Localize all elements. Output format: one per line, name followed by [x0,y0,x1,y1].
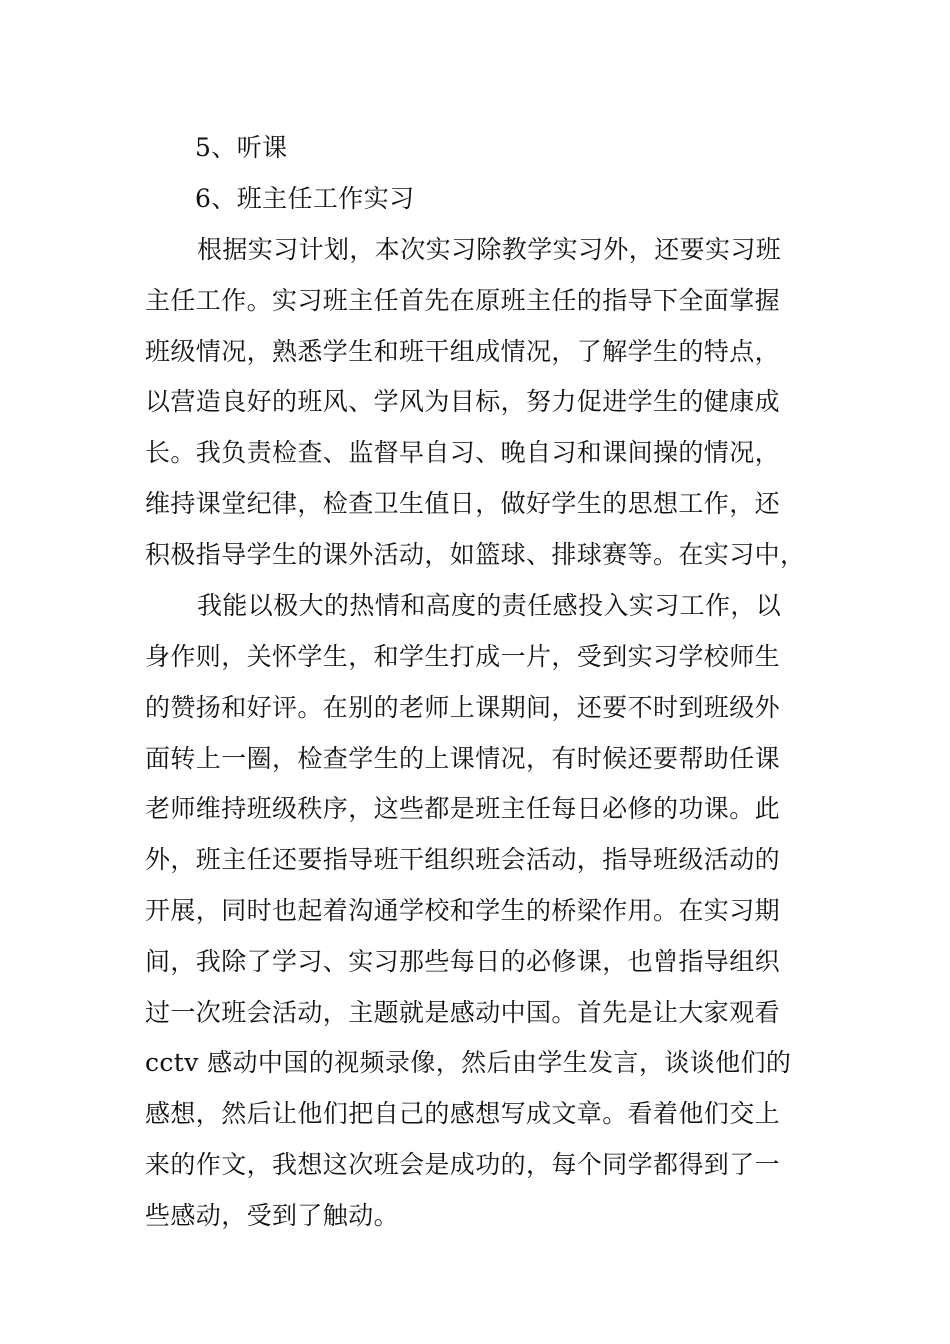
paragraph-line: 积极指导学生的课外活动，如篮球、排球赛等。在实习中， [145,540,806,569]
paragraph-line: 感想，然后让他们把自己的感想写成文章。看着他们交上 [145,1099,781,1128]
paragraph-line: 些感动，受到了触动。 [145,1201,400,1230]
paragraph-line: 的赞扬和好评。在别的老师上课期间，还要不时到班级外 [145,693,781,722]
paragraph-line: 过一次班会活动，主题就是感动中国。首先是让大家观看 [145,998,781,1027]
paragraph-line: 主任工作。实习班主任首先在原班主任的指导下全面掌握 [145,286,781,315]
paragraph-line: 我能以极大的热情和高度的责任感投入实习工作，以 [197,591,782,620]
paragraph-line: 班级情况，熟悉学生和班干组成情况，了解学生的特点， [145,337,781,366]
paragraph-line: 维持课堂纪律，检查卫生值日，做好学生的思想工作，还 [145,489,781,518]
paragraph-line: 开展，同时也起着沟通学校和学生的桥梁作用。在实习期 [145,896,781,925]
paragraph-line: 以营造良好的班风、学风为目标，努力促进学生的健康成 [145,387,781,416]
paragraph-line: 长。我负责检查、监督早自习、晚自习和课间操的情况， [145,438,781,467]
paragraph-line: 面转上一圈，检查学生的上课情况，有时候还要帮助任课 [145,744,781,773]
list-item-listen-class: 5、听课 [195,133,288,162]
paragraph-line: cctv 感动中国的视频录像，然后由学生发言，谈谈他们的 [145,1048,792,1077]
paragraph-line: 身作则，关怀学生，和学生打成一片，受到实习学校师生 [145,642,781,671]
paragraph-line: 根据实习计划，本次实习除教学实习外，还要实习班 [197,235,782,264]
list-item-head-teacher-internship: 6、班主任工作实习 [195,184,415,213]
paragraph-line: 老师维持班级秩序，这些都是班主任每日必修的功课。此 [145,794,781,823]
paragraph-line: 外，班主任还要指导班干组织班会活动，指导班级活动的 [145,845,781,874]
paragraph-line: 间，我除了学习、实习那些每日的必修课，也曾指导组织 [145,947,781,976]
paragraph-line: 来的作文，我想这次班会是成功的，每个同学都得到了一 [145,1150,781,1179]
